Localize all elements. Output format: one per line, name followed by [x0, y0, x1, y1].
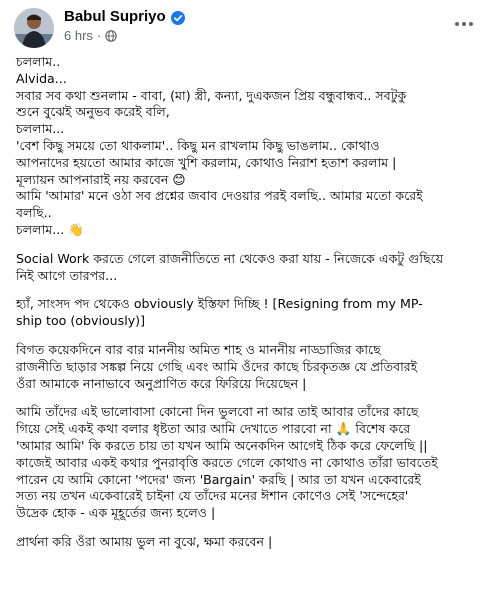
post-text-line: কাজেই আবার একই কথার পুনরাবৃত্তি করতে গেলে কোথাও না কোথাও তাঁরা ভাবতেই — [16, 454, 438, 470]
post-text-line: চললাম.. — [16, 54, 61, 69]
post-text-line: সবার সব কথা শুনলাম - বাবা, (মা) স্ত্রী, কন্যা, দুএকজন প্রিয় বন্ধুবান্ধব.. সবটুকু — [16, 87, 407, 103]
post-text-line: সত্য নয় তখন একেবারেই চাইনা যে তাঁদের মনের ঈশান কোণেও সেই 'সন্দেহের' — [16, 488, 409, 504]
post-text-line: 'আমার আমি' কি করতে চায় তা যখন আমি অনেকদিন আগেই ঠিক করে ফেলেছি || — [16, 437, 428, 453]
avatar[interactable] — [14, 8, 54, 48]
post-text-line: আপনাদের হয়তো আমার কাজে খুশি করলাম, কোথাও নিরাশ হতাশ করলাম | — [16, 154, 397, 170]
post-header — [14, 6, 476, 46]
post-text-line: বলছি.. — [16, 205, 52, 221]
post-text-line: 'বেশ কিছু সময়ে তো থাকলাম'.. কিছু মন রাখলাম কিছু ভাঙলাম.. কোথাও — [16, 137, 380, 153]
more-options-icon[interactable] — [452, 12, 476, 36]
post-paragraph — [16, 342, 478, 392]
post-text-line: বিগত কয়েকদিনে বার বার মাননীয় অমিত শাহ ও মাননীয় নাড্ডাজির কাছে — [16, 341, 381, 357]
post-body — [16, 54, 478, 563]
post-text-line: ship too (obviously)] — [16, 313, 145, 329]
post-paragraph — [16, 296, 478, 330]
post-text-line: Social Work করতে গেলে রাজনীতিতে না থেকেও করা যায় - নিজেকে একটু গুছিয়ে — [16, 250, 444, 266]
post-text-line: চললাম... 👋 — [16, 221, 84, 237]
post-meta — [64, 28, 117, 43]
post-text-line: পারেন যে আমি কোনো 'পদের' জন্য 'Bargain' করছি | আর তা যখন একেবারেই — [16, 471, 421, 487]
post-text-line: Alvida... — [16, 70, 67, 86]
verified-badge-icon — [171, 10, 185, 24]
post-text-line: মূল্যায়ন আপনারাই নয় করবেন 😊 — [16, 171, 186, 187]
post-text-line: উদ্রেক হোক - এক মূহূর্তের জন্য হলেও | — [16, 505, 216, 521]
meta-separator: · — [96, 28, 102, 43]
post-text-line: রাজনীতি ছাড়ার সঙ্কল্প নিয়ে গেছি এবং আমি ওঁদের কাছে চিরকৃতজ্ঞ যে প্রতিবারই — [16, 358, 418, 374]
author-row — [64, 8, 185, 25]
post-timestamp[interactable]: 6 hrs — [64, 28, 93, 43]
post-paragraph — [16, 251, 478, 285]
post-text-line: প্রার্থনা করি ওঁরা আমায় ভুল না বুঝে, ক্ষমা করবেন | — [16, 533, 273, 549]
globe-icon[interactable] — [105, 30, 117, 42]
post-paragraph — [16, 404, 478, 522]
post-text-line: গিয়ে সেই একই কথা বলার ধৃষ্টতা আর আমি দেখাতে পারবো না 🙏 বিশেষ করে — [16, 421, 411, 437]
post-paragraph — [16, 54, 478, 239]
post-text-line: চললাম... — [16, 121, 65, 137]
post-text-line: আমি তাঁদের এই ভালোবাসা কোনো দিন ভুলবো না আর তাই আবার তাঁদের কাছে — [16, 404, 419, 420]
post-text-line: শুনে বুঝেই অনুভব করেই বলি, — [16, 104, 170, 120]
post-paragraph — [16, 534, 478, 551]
author-name[interactable]: Babul Supriyo — [64, 8, 166, 25]
post-text-line: হ্যাঁ, সাংসদ পদ থেকেও obviously ইস্তিফা দিচ্ছি ! [Resigning from my MP- — [16, 296, 423, 312]
avatar-photo-icon — [14, 8, 54, 48]
post-text-line: নিই আগে তারপর... — [16, 267, 118, 283]
post-text-line: আমি 'আমার' মনে ওঠা সব প্রশ্নের জবাব দেওয়ার পরই বলছি.. আমার মতো করেই — [16, 188, 423, 204]
post-text-line: ওঁরা আমাকে নানাভাবে অনুপ্রাণিত করে ফিরিয়ে দিয়েছেন | — [16, 375, 307, 391]
